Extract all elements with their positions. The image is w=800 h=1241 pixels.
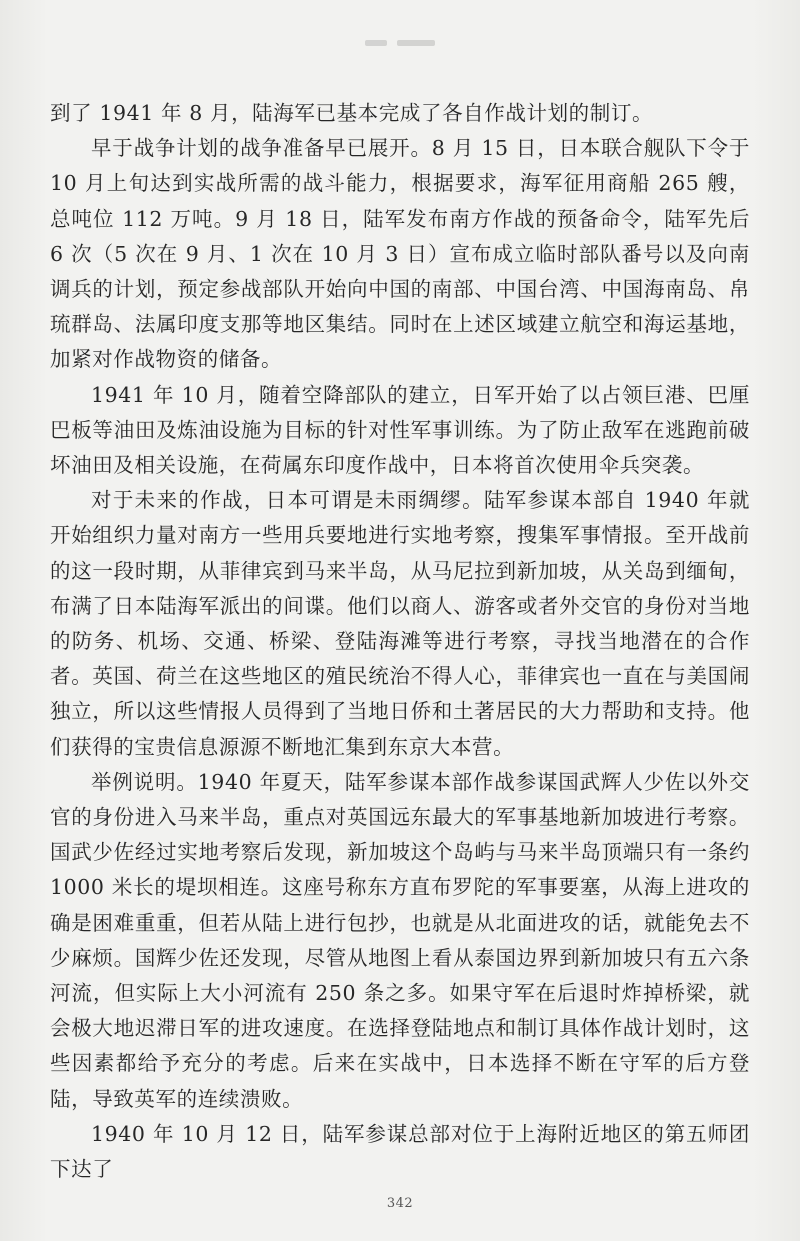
running-head-faded (340, 40, 460, 50)
paragraph-2: 早于战争计划的战争准备早已展开。8 月 15 日，日本联合舰队下令于 10 月上旬达到实战所需的战斗能力，根据要求，海军征用商船 265 艘，总吨位 112 万吨。9 月 18 日，陆军发布南方作战的预备命令，陆军先后 6 次（5 次在 9 月、1 次在 10 月 3 日）宣布成立临时部队番号以及向南调兵的计划，预定参战部队开始向中国的南部、中国台湾、中国海南岛、帛琉群岛、法属印度支那等地区集结。同时在上述区域建立航空和海运基地，加紧对作战物资的储备。 (50, 136, 750, 372)
body-text (50, 96, 750, 1187)
paragraph-4: 对于未来的作战，日本可谓是未雨绸缪。陆军参谋本部自 1940 年就开始组织力量对南方一些用兵要地进行实地考察，搜集军事情报。至开战前的这一段时期，从菲律宾到马来半岛，从马尼拉到新加坡，从关岛到缅甸，布满了日本陆海军派出的间谍。他们以商人、游客或者外交官的身份对当地的防务、机场、交通、桥梁、登陆海滩等进行考察，寻找当地潜在的合作者。英国、荷兰在这些地区的殖民统治不得人心，菲律宾也一直在与美国闹独立，所以这些情报人员得到了当地日侨和土著居民的大力帮助和支持。他们获得的宝贵信息源源不断地汇集到东京大本营。 (50, 488, 750, 759)
paragraph-3: 1941 年 10 月，随着空降部队的建立，日军开始了以占领巨港、巴厘巴板等油田及炼油设施为目标的针对性军事训练。为了防止敌军在逃跑前破坏油田及相关设施，在荷属东印度作战中，日本将首次使用伞兵突袭。 (50, 382, 750, 478)
paragraph-6: 1940 年 10 月 12 日，陆军参谋总部对位于上海附近地区的第五师团下达了 (50, 1121, 750, 1182)
page-number: 342 (386, 1196, 414, 1211)
paragraph-1: 到了 1941 年 8 月，陆海军已基本完成了各自作战计划的制订。 (50, 101, 654, 125)
paragraph-5: 举例说明。1940 年夏天，陆军参谋本部作战参谋国武辉人少佐以外交官的身份进入马来半岛，重点对英国远东最大的军事基地新加坡进行考察。国武少佐经过实地考察后发现，新加坡这个岛屿与马来半岛顶端只有一条约 1000 米长的堤坝相连。这座号称东方直布罗陀的军事要塞，从海上进攻的确是困难重重，但若从陆上进行包抄，也就是从北面进攻的话，就能免去不少麻烦。国辉少佐还发现，尽管从地图上看从泰国边界到新加坡只有五六条河流，但实际上大小河流有 250 条之多。如果守军在后退时炸掉桥梁，就会极大地迟滞日军的进攻速度。在选择登陆地点和制订具体作战计划时，这些因素都给予充分的考虑。后来在实战中，日本选择不断在守军的后方登陆，导致英军的连续溃败。 (50, 769, 750, 1111)
